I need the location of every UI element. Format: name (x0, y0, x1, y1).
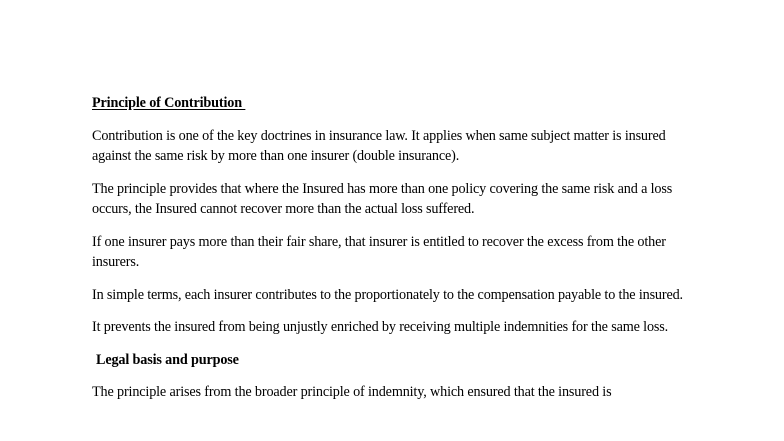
section-heading: Principle of Contribution (92, 95, 246, 111)
section-subheading: Legal basis and purpose (96, 351, 239, 368)
paragraph-unjust-enrichment: It prevents the insured from being unjustly enriched by receiving multiple indemnities for the same loss. (92, 319, 669, 335)
paragraph-principle: The principle provides that where the Insured has more than one policy covering the same risk and a loss occurs, the Insured cannot recover more than the actual loss suffered. (92, 180, 673, 217)
paragraph-simple-terms: In simple terms, each insurer contributes to the proportionately to the compensation payable to the insured. (92, 286, 683, 303)
paragraph-definition: Contribution is one of the key doctrines in insurance law. It applies when same subject matter is insured against the same risk by more than one insurer (double insurance). (92, 127, 666, 164)
paragraph-legal-basis: The principle arises from the broader principle of indemnity, which ensured that the insured is (92, 384, 612, 400)
document-body (92, 93, 694, 415)
paragraph-excess-recovery: If one insurer pays more than their fair share, that insurer is entitled to recover the excess from the other insurers. (92, 233, 666, 270)
